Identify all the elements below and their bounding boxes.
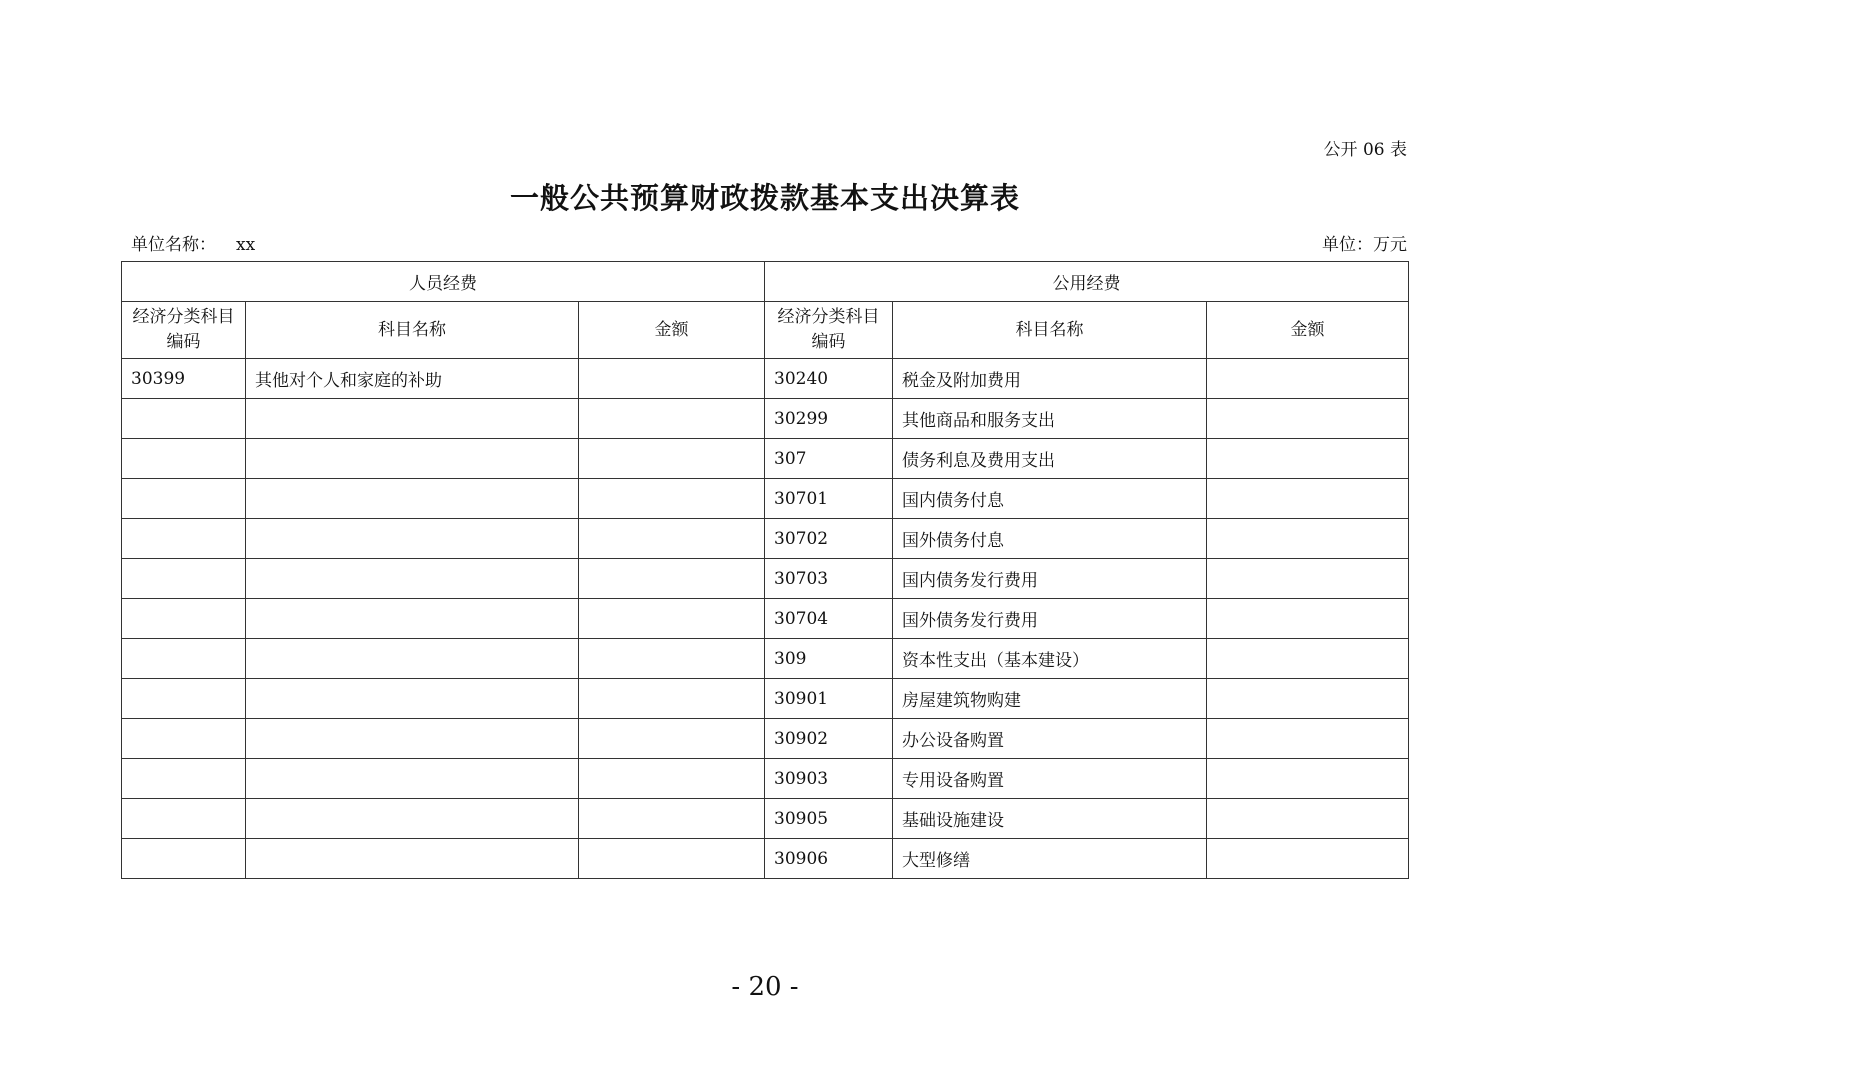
personnel-amount-cell [579, 639, 765, 679]
personnel-amount-cell [579, 359, 765, 399]
personnel-name-cell [246, 479, 579, 519]
personnel-name-cell [246, 679, 579, 719]
public-amount-cell [1207, 839, 1409, 879]
public-name-cell: 基础设施建设 [893, 799, 1207, 839]
table-row [122, 799, 1409, 839]
public-amount-cell [1207, 719, 1409, 759]
personnel-amount-cell [579, 799, 765, 839]
table-code-label: 公开 06 表 [1323, 140, 1407, 160]
table-row [122, 679, 1409, 719]
table-row [122, 639, 1409, 679]
public-amount-cell [1207, 679, 1409, 719]
public-amount-cell [1207, 599, 1409, 639]
table-row [122, 839, 1409, 879]
personnel-name-cell [246, 439, 579, 479]
personnel-amount-cell [579, 399, 765, 439]
public-code-cell: 30905 [765, 799, 893, 839]
group-header-personnel: 人员经费 [122, 262, 765, 302]
col-header-personnel-name: 科目名称 [246, 302, 579, 359]
public-name-cell: 办公设备购置 [893, 719, 1207, 759]
col-header-public-name: 科目名称 [893, 302, 1207, 359]
public-name-cell: 房屋建筑物购建 [893, 679, 1207, 719]
public-amount-cell [1207, 359, 1409, 399]
personnel-name-cell [246, 839, 579, 879]
public-code-cell: 30701 [765, 479, 893, 519]
col-header-personnel-amount: 金额 [579, 302, 765, 359]
table-row [122, 359, 1409, 399]
public-code-cell: 30704 [765, 599, 893, 639]
personnel-code-cell [122, 559, 246, 599]
personnel-name-cell [246, 559, 579, 599]
table-row [122, 399, 1409, 439]
personnel-code-cell [122, 839, 246, 879]
public-code-cell: 30703 [765, 559, 893, 599]
public-code-cell: 30903 [765, 759, 893, 799]
col-header-public-code: 经济分类科目编码 [765, 302, 893, 359]
personnel-code-cell [122, 519, 246, 559]
table-row [122, 559, 1409, 599]
public-amount-cell [1207, 639, 1409, 679]
personnel-name-cell: 其他对个人和家庭的补助 [246, 359, 579, 399]
table-row [122, 479, 1409, 519]
personnel-name-cell [246, 719, 579, 759]
public-amount-cell [1207, 559, 1409, 599]
personnel-code-cell [122, 719, 246, 759]
personnel-name-cell [246, 639, 579, 679]
personnel-code-cell [122, 479, 246, 519]
public-code-cell: 30906 [765, 839, 893, 879]
public-name-cell: 专用设备购置 [893, 759, 1207, 799]
personnel-code-cell: 30399 [122, 359, 246, 399]
public-name-cell: 资本性支出（基本建设） [893, 639, 1207, 679]
group-header-public: 公用经费 [765, 262, 1409, 302]
table-row [122, 439, 1409, 479]
personnel-code-cell [122, 599, 246, 639]
currency-unit-label: 单位：万元 [1322, 235, 1407, 255]
group-header-row [122, 262, 1409, 302]
public-name-cell: 国外债务发行费用 [893, 599, 1207, 639]
col-header-personnel-code: 经济分类科目编码 [122, 302, 246, 359]
personnel-name-cell [246, 799, 579, 839]
public-name-cell: 其他商品和服务支出 [893, 399, 1207, 439]
personnel-amount-cell [579, 479, 765, 519]
personnel-name-cell [246, 759, 579, 799]
public-name-cell: 大型修缮 [893, 839, 1207, 879]
personnel-amount-cell [579, 439, 765, 479]
personnel-amount-cell [579, 599, 765, 639]
public-code-cell: 30299 [765, 399, 893, 439]
unit-name [131, 230, 255, 255]
public-name-cell: 税金及附加费用 [893, 359, 1207, 399]
public-amount-cell [1207, 479, 1409, 519]
public-code-cell: 30902 [765, 719, 893, 759]
public-amount-cell [1207, 519, 1409, 559]
personnel-code-cell [122, 679, 246, 719]
personnel-code-cell [122, 439, 246, 479]
personnel-code-cell [122, 799, 246, 839]
personnel-amount-cell [579, 839, 765, 879]
page-number: - 20 - [731, 972, 799, 1002]
table-row [122, 759, 1409, 799]
personnel-code-cell [122, 759, 246, 799]
personnel-amount-cell [579, 719, 765, 759]
table-row [122, 599, 1409, 639]
personnel-amount-cell [579, 759, 765, 799]
public-code-cell: 307 [765, 439, 893, 479]
column-header-row [122, 302, 1409, 359]
public-name-cell: 债务利息及费用支出 [893, 439, 1207, 479]
public-amount-cell [1207, 439, 1409, 479]
personnel-code-cell [122, 639, 246, 679]
page-title: 一般公共预算财政拨款基本支出决算表 [509, 181, 1020, 215]
public-amount-cell [1207, 799, 1409, 839]
public-code-cell: 30240 [765, 359, 893, 399]
public-code-cell: 309 [765, 639, 893, 679]
budget-table [121, 261, 1409, 879]
public-name-cell: 国外债务付息 [893, 519, 1207, 559]
table-body [122, 359, 1409, 879]
personnel-amount-cell [579, 559, 765, 599]
unit-info-row [131, 230, 1407, 255]
unit-name-label: 单位名称： [131, 235, 216, 255]
personnel-code-cell [122, 399, 246, 439]
personnel-amount-cell [579, 519, 765, 559]
public-code-cell: 30901 [765, 679, 893, 719]
public-amount-cell [1207, 759, 1409, 799]
public-code-cell: 30702 [765, 519, 893, 559]
table-row [122, 519, 1409, 559]
personnel-name-cell [246, 519, 579, 559]
public-name-cell: 国内债务付息 [893, 479, 1207, 519]
unit-name-value: xx [236, 235, 256, 255]
public-amount-cell [1207, 399, 1409, 439]
table-row [122, 719, 1409, 759]
personnel-name-cell [246, 599, 579, 639]
public-name-cell: 国内债务发行费用 [893, 559, 1207, 599]
personnel-name-cell [246, 399, 579, 439]
personnel-amount-cell [579, 679, 765, 719]
col-header-public-amount: 金额 [1207, 302, 1409, 359]
